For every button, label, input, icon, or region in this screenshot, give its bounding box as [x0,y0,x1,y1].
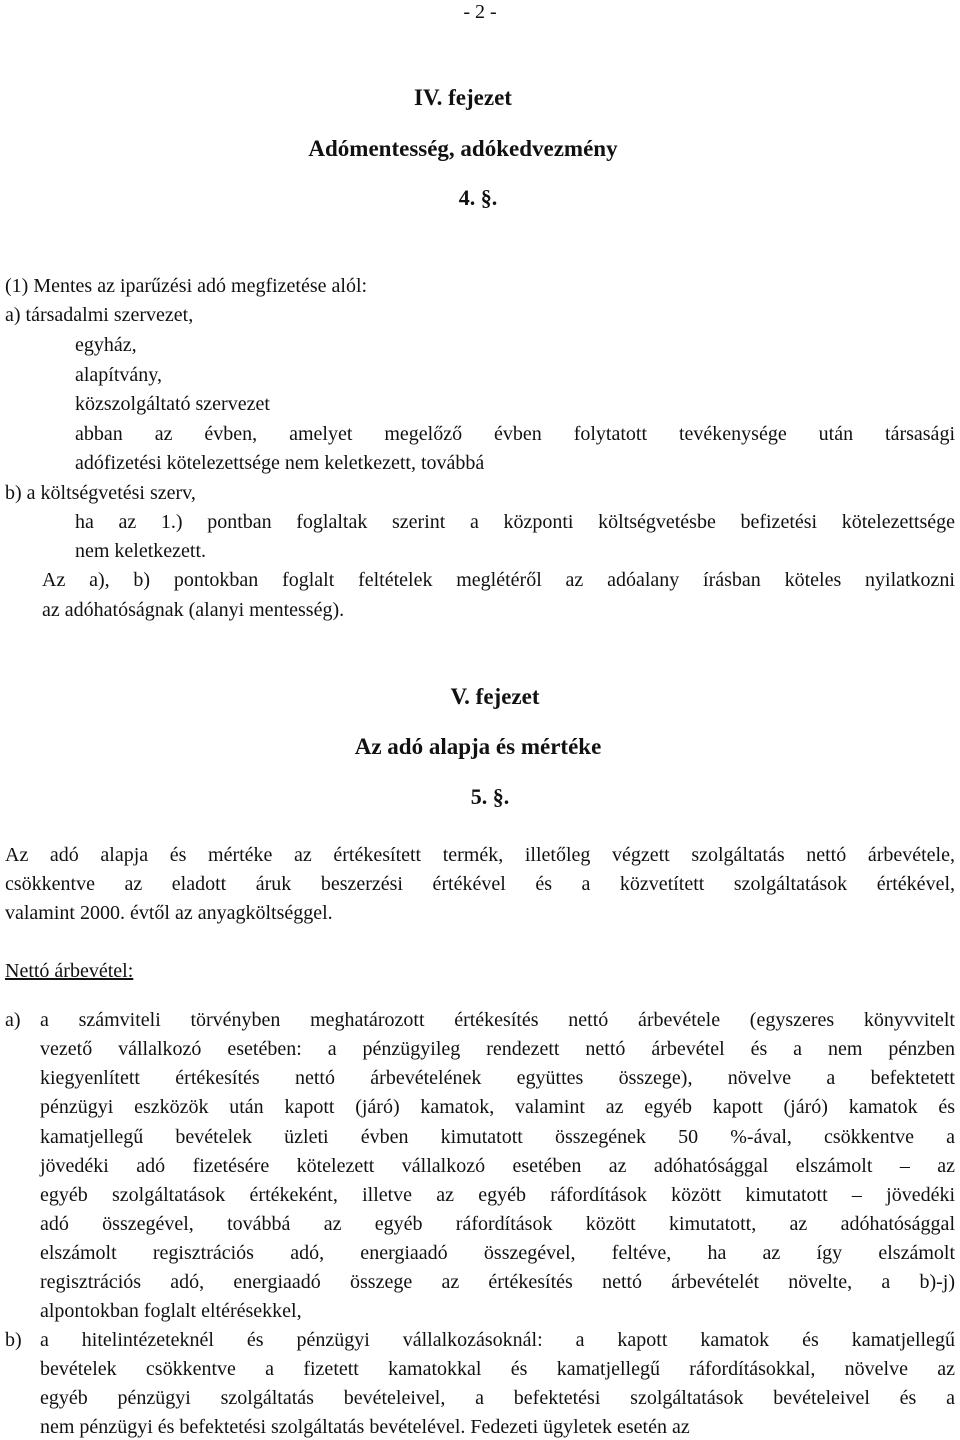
list-item-line: kamatjellegű bevételek üzleti évben kimutatott összegének 50 %-ával, csökkentve a [40,1126,955,1148]
list-item-line: közszolgáltató szervezet [75,393,270,415]
list-item-line: abban az évben, amelyet megelőző évben folytatott tevékenysége után társasági [75,423,955,445]
page-number: - 2 - [463,1,497,23]
list-item-line: egyéb szolgáltatások értékeként, illetve az egyéb ráfordítások között kimutatott – jövedéki [40,1184,955,1206]
list-item-line: pénzügyi eszközök után kapott (járó) kamatok, valamint az egyéb kapott (járó) kamatok és [40,1096,955,1118]
chapter-title: IV. fejezet [414,85,512,110]
list-item-marker-line: b) a költségvetési szerv, [5,482,196,504]
list-item-line: egyház, [75,334,137,356]
list-item-line: adó összegével, továbbá az egyéb ráfordítások között kimutatott, az adóhatósággal [40,1213,955,1235]
list-item-line: egyéb pénzügyi szolgáltatás bevételeivel, a befektetési szolgáltatások bevételeivel és a [40,1387,955,1409]
list-item-line: bevételek csökkentve a fizetett kamatokkal és kamatjellegű ráfordításokkal, növelve az [40,1358,955,1380]
list-item-line: a számviteli törvényben meghatározott értékesítés nettó árbevétele (egyszeres könyvvitelt [40,1009,955,1031]
chapter-title: V. fejezet [450,684,540,709]
paragraph-line: csökkentve az eladott áruk beszerzési értékével és a közvetített szolgáltatások értékével, [5,873,955,895]
list-item-line: adófizetési kötelezettsége nem keletkezett, továbbá [75,452,485,474]
paragraph-line: (1) Mentes az iparűzési adó megfizetése alól: [5,275,368,297]
list-item-line: vezető vállalkozó esetében: a pénzügyileg rendezett nettó árbevétel és a nem pénzben [40,1038,955,1060]
list-item-line: alpontokban foglalt eltérésekkel, [40,1300,302,1322]
paragraph-line: az adóhatóságnak (alanyi mentesség). [42,599,345,621]
paragraph-line: Az a), b) pontokban foglalt feltételek meglétéről az adóalany írásban köteles nyilatkozni [42,569,955,591]
list-marker-a: a) [5,1009,21,1031]
list-item-line: kiegyenlített értékesítés nettó árbevételének együttes összege), növelve a befektetett [40,1067,955,1089]
list-item-line: nem keletkezett. [75,540,207,562]
section-number: 5. §. [470,784,510,809]
section-number: 4. §. [458,185,498,210]
list-item-line: ha az 1.) pontban foglaltak szerint a központi költségvetésbe befizetési kötelezettsége [75,511,955,533]
section-heading: Nettó árbevétel: [5,960,134,982]
list-item-line: a hitelintézeteknél és pénzügyi vállalkozásoknál: a kapott kamatok és kamatjellegű [40,1329,955,1351]
paragraph-line: valamint 2000. évtől az anyagköltséggel. [5,902,333,924]
list-item-line: jövedéki adó fizetésére kötelezett vállalkozó esetében az adóhatósággal elszámolt – az [40,1155,955,1177]
chapter-subtitle: Adómentesség, adókedvezmény [308,136,618,161]
list-item-line: elszámolt regisztrációs adó, energiaadó összegével, feltéve, ha az így elszámolt [40,1242,955,1264]
list-item-line: nem pénzügyi és befektetési szolgáltatás bevételével. Fedezeti ügyletek esetén az [40,1416,690,1438]
list-marker-b: b) [5,1329,22,1351]
list-item-line: alapítvány, [75,364,163,386]
chapter-subtitle: Az adó alapja és mértéke [354,734,602,759]
list-item-marker-line: a) társadalmi szervezet, [5,304,194,326]
paragraph-line: Az adó alapja és mértéke az értékesített termék, illetőleg végzett szolgáltatás nettó árbevétele, [5,844,955,866]
list-item-line: regisztrációs adó, energiaadó összege az értékesítés nettó árbevételét növelte, a b)-j) [40,1271,955,1293]
